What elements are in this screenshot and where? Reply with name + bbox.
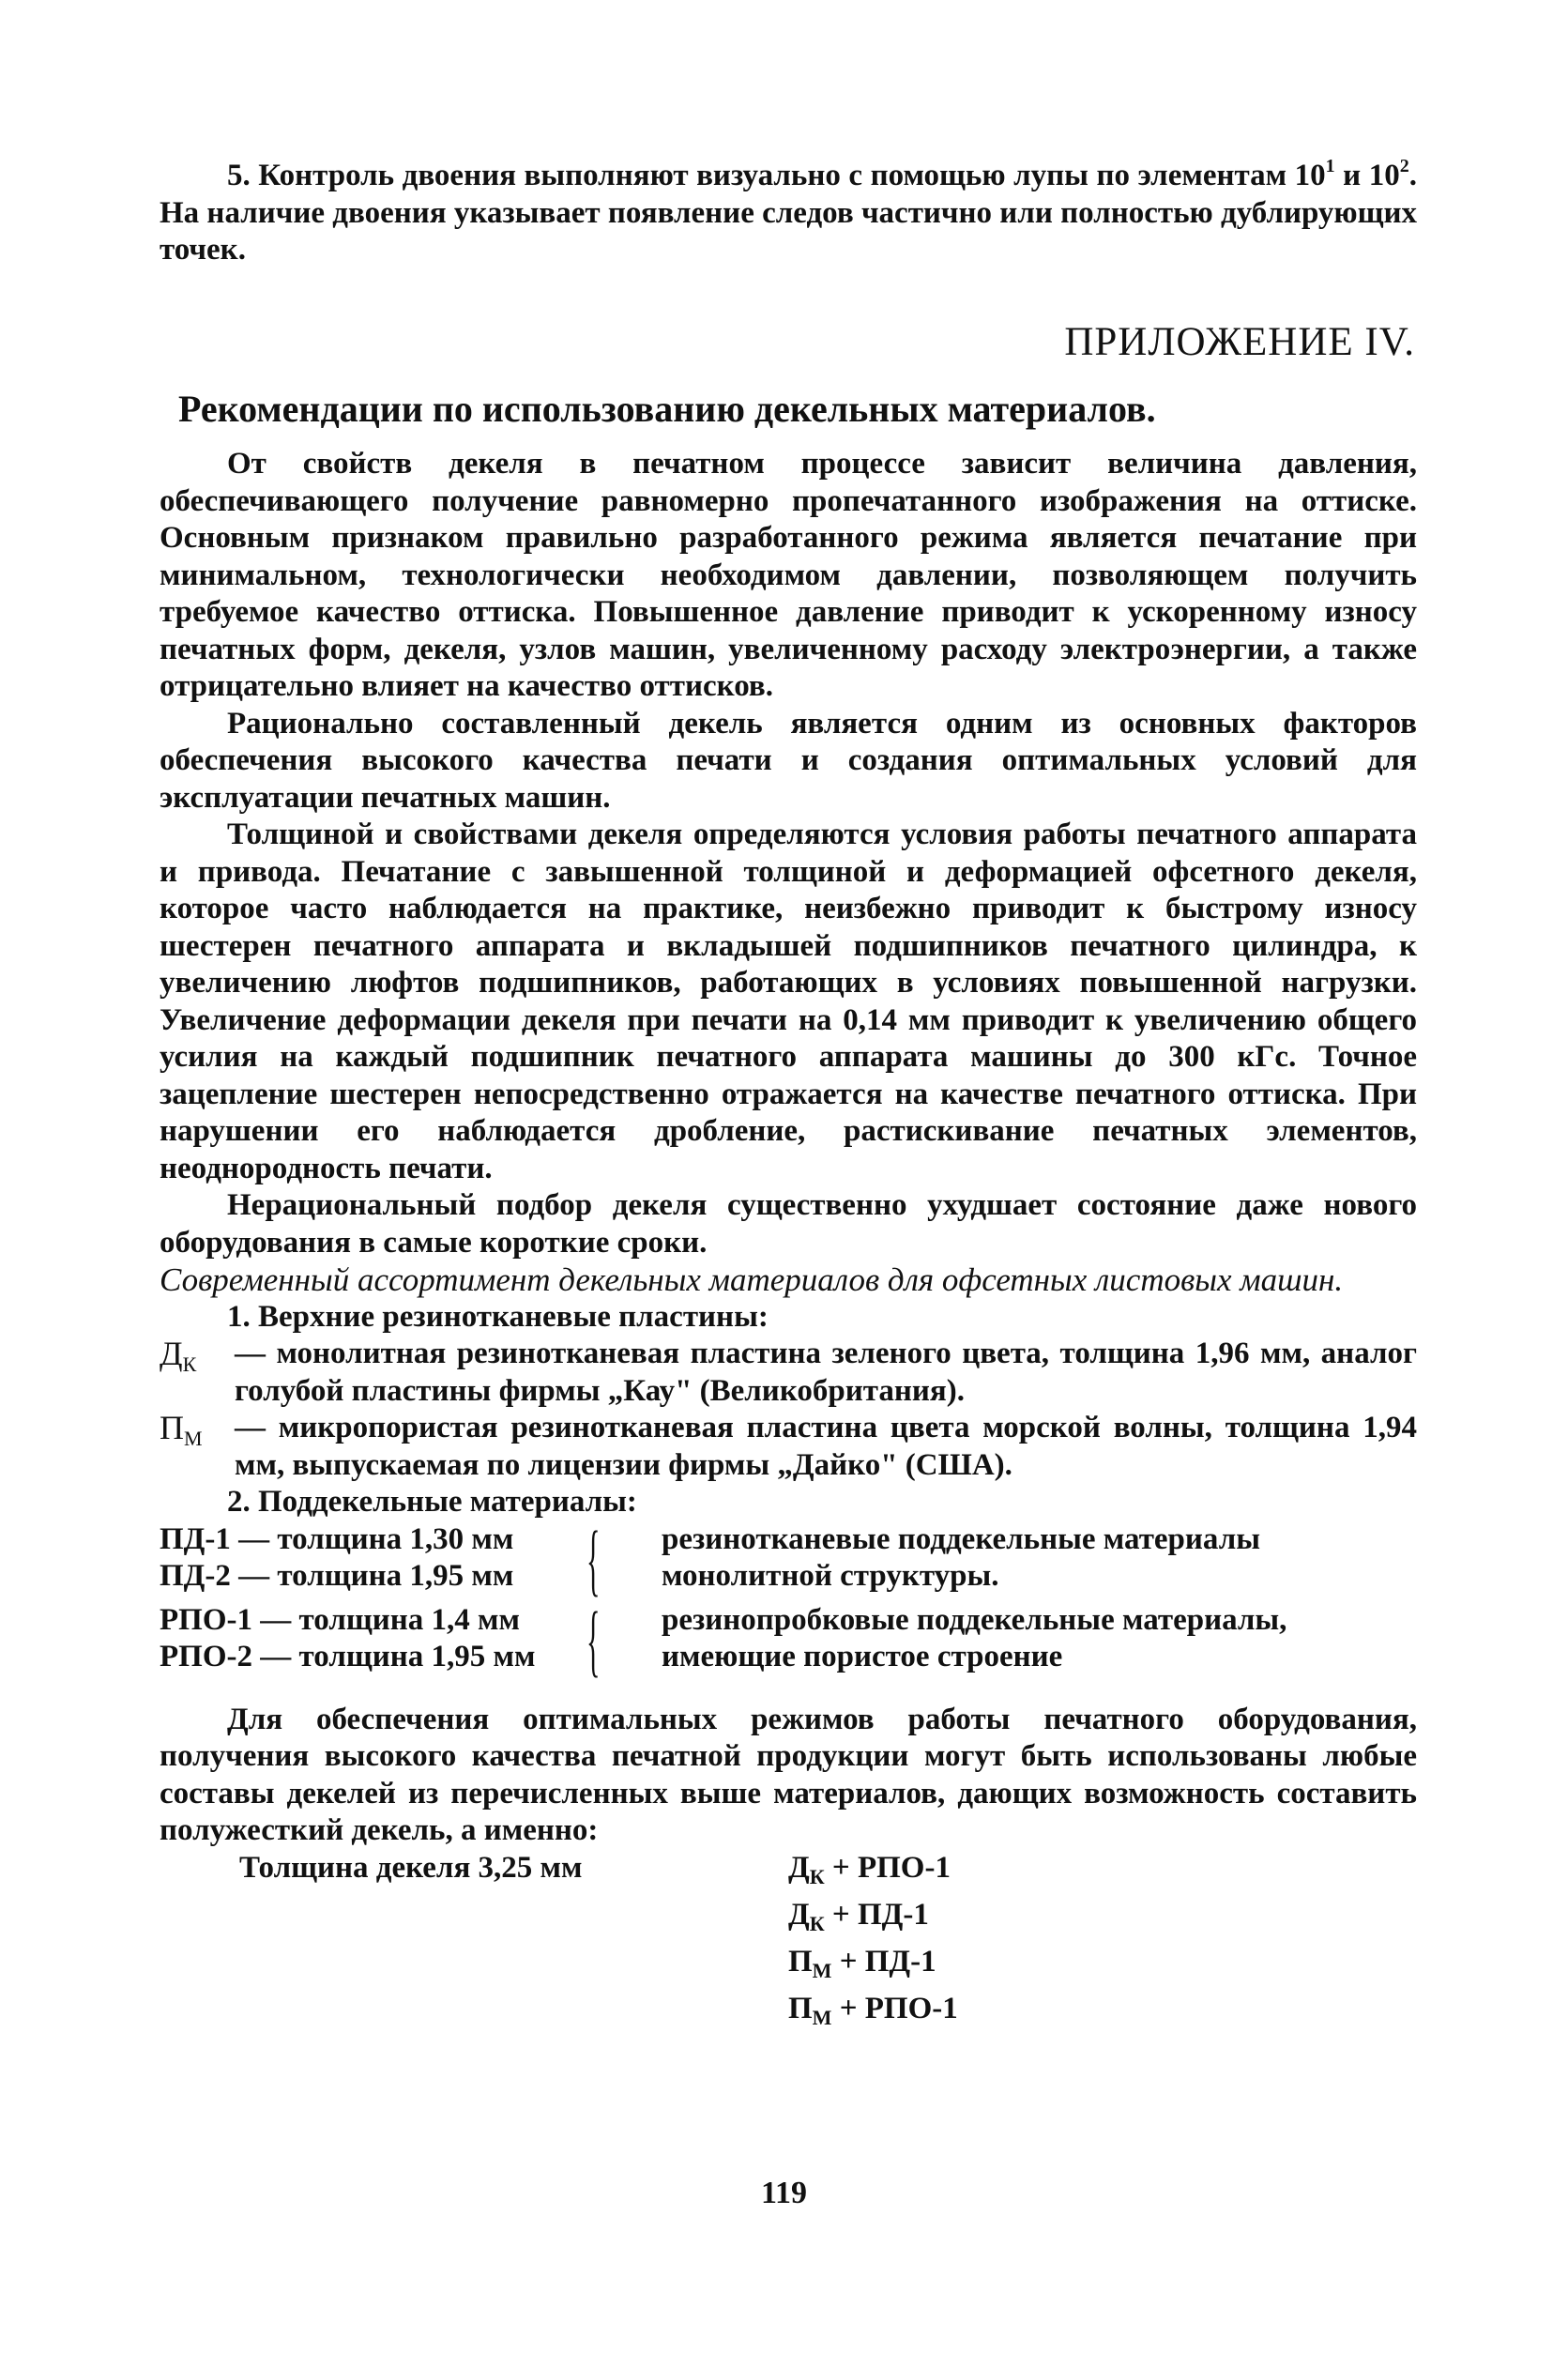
decel-combinations: Толщина декеля 3,25 мм $Д_К + РПО-1$ $Д_К + ПД-1$ $П_М + ПД-1$ $П_М + РПО-1$ <box>160 1850 1417 2038</box>
paragraph: Рационально составленный декель является одним из основных факторов обеспечения высокого качества печати и создания оптимальных условий для эксплуатации печатных машин. <box>160 706 1417 815</box>
definition-pm: $П_М$ — микропористая резинотканевая пластина цвета морской волны, толщина 1,94 мм, выпускаемая по лицензии фирмы „Дайко" (США). <box>160 1409 1417 1482</box>
appendix-heading: ПРИЛОЖЕНИЕ IV. <box>1064 320 1415 364</box>
paragraph-control-doubling: 5. Контроль двоения выполняют визуально с помощью лупы по элементам $10^1$ и $10^2$. На наличие двоения указывает появление следов частично или полностью дублирующих точек. <box>160 156 1417 267</box>
material-group-rpo: РПО-1 — толщина 1,4 мм РПО-2 — толщина 1,95 мм { резинопробковые поддекельные материалы, имеющие пористое строение <box>160 1594 1287 1685</box>
appendix-title: Рекомендации по использованию декельных материалов. <box>178 388 1156 430</box>
main-text <box>160 446 1417 2038</box>
definition-dk: $Д_К$ — монолитная резинотканевая пластина зеленого цвета, толщина 1,96 мм, аналог голубой пластины фирмы „Кау" (Великобритания). <box>160 1335 1417 1408</box>
italic-paragraph: Современный ассортимент декельных материалов для офсетных листовых машин. <box>160 1261 1344 1298</box>
paragraph: Для обеспечения оптимальных режимов работы печатного оборудования, получения высокого качества печатной продукции могут быть использованы любые составы декелей из перечисленных выше материалов, дающих возможность составить полужесткий декель, а именно: <box>160 1702 1417 1847</box>
material-group-pd: ПД-1 — толщина 1,30 мм ПД-2 — толщина 1,95 мм { резинотканевые поддекельные материалы монолитной структуры. <box>160 1513 1260 1604</box>
paragraph: От свойств декеля в печатном процессе зависит величина давления, обеспечивающего получение равномерно пропечатанного изображения на оттиске. Основным признаком правильно разработанного режима является печатание при минимальном, технологически необходимом давлении, позволяющем получить требуемое качество оттиска. Повышенное давление приводит к ускоренному износу печатных форм, декеля, узлов машин, увеличенному расходу электроэнергии, а также отрицательно влияет на качество оттисков. <box>160 447 1417 703</box>
paragraph: Толщиной и свойствами декеля определяются условия работы печатного аппарата и привода. Печатание с завышенной толщиной и деформацией офсетного декеля, которое часто наблюдается на практике, неизбежно приводит к быстрому износу шестерен печатного аппарата и вкладышей подшипников печатного цилиндра, к увеличению люфтов подшипников, работающих в условиях повышенной нагрузки. Увеличение деформации декеля при печати на 0,14 мм приводит к увеличению общего усилия на каждый подшипник печатного аппарата машины до 300 кГс. Точное зацепление шестерен непосредственно отражается на качестве печатного оттиска. При нарушении его наблюдается дробление, растискивание печатных элементов, неоднородность печати. <box>160 817 1417 1185</box>
combination-item: $П_М + ПД-1$ <box>788 1944 936 1982</box>
brace-icon: { <box>586 1513 601 1604</box>
list-title-2: 2. Поддекельные материалы: <box>227 1485 637 1519</box>
page-number: 119 <box>760 2176 808 2210</box>
combination-item: $Д_К + РПО-1$ <box>788 1850 951 1888</box>
symbol-dk: $Д_К$ <box>160 1335 197 1376</box>
list-title-1: 1. Верхние резинотканевые пластины: <box>227 1299 769 1334</box>
symbol-pm: $П_М$ <box>160 1409 203 1450</box>
combination-item: $Д_К + ПД-1$ <box>788 1897 929 1935</box>
brace-icon: { <box>586 1594 601 1685</box>
combination-item: $П_М + РПО-1$ <box>788 1991 958 2029</box>
paragraph: Нерациональный подбор декеля существенно ухудшает состояние даже нового оборудования в самые короткие сроки. <box>160 1188 1417 1260</box>
